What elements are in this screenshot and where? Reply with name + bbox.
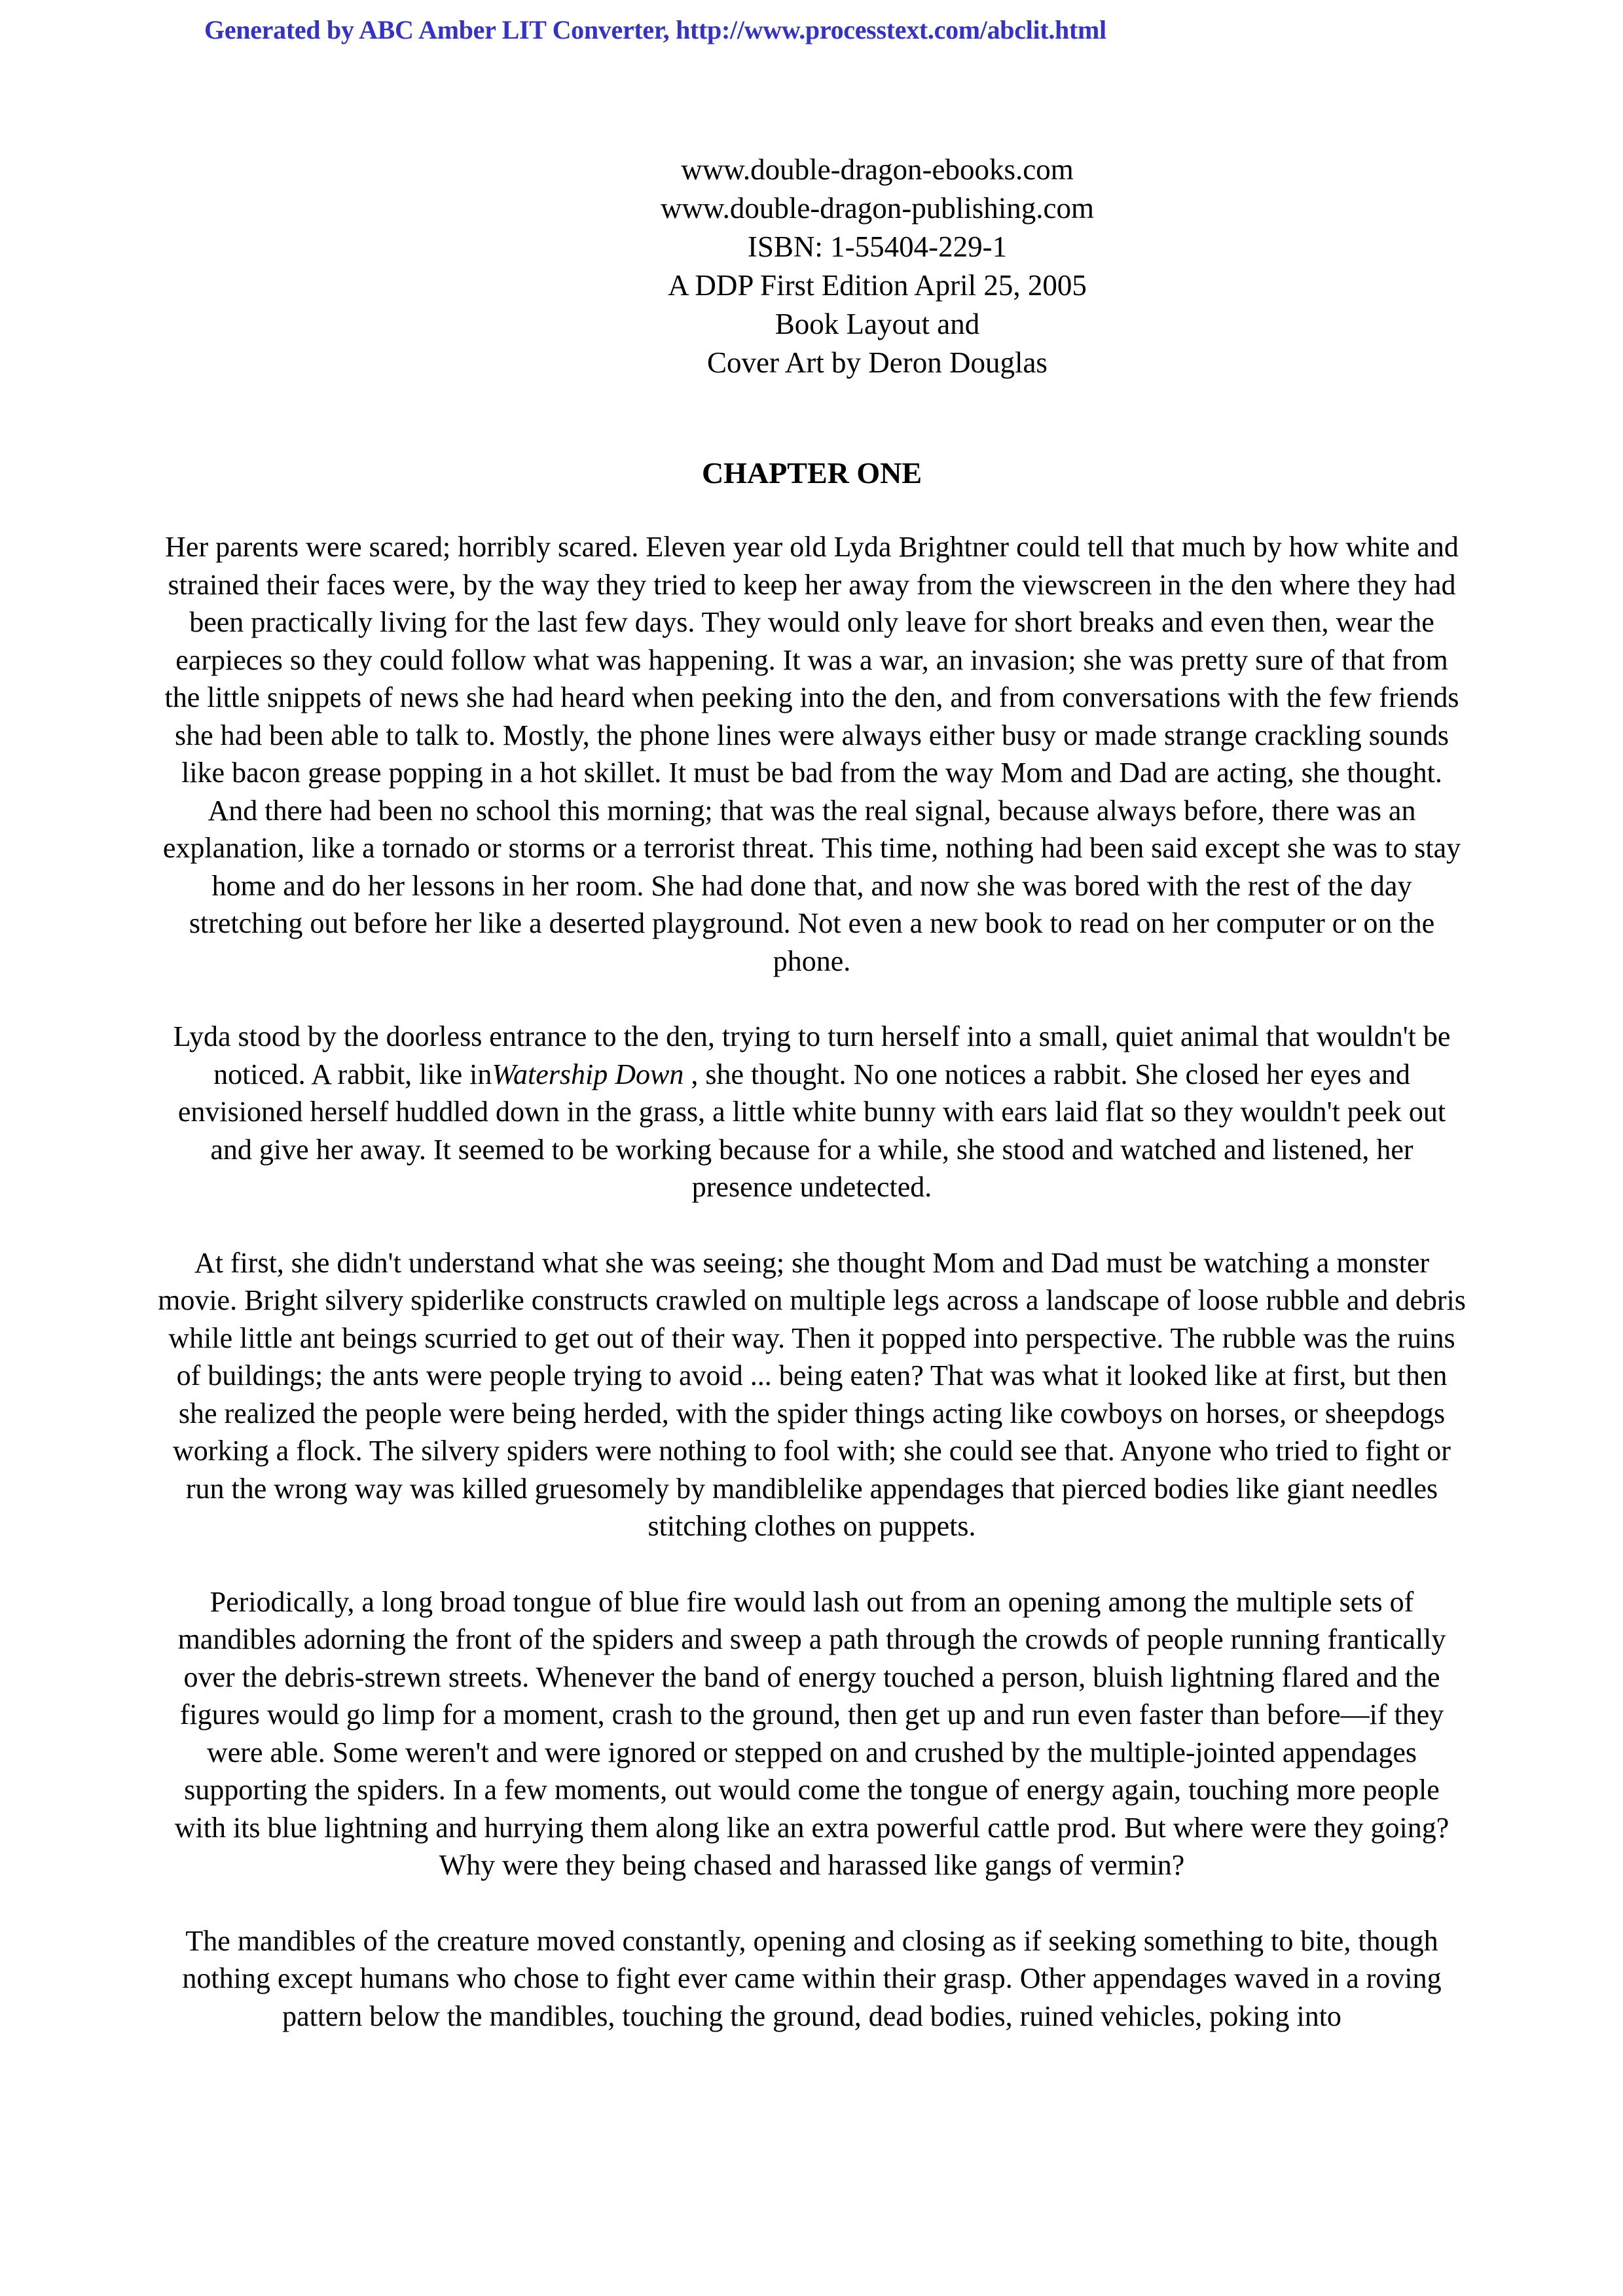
paragraph bbox=[157, 1018, 1467, 1206]
paragraph: At first, she didn't understand what she was seeing; she thought Mom and Dad must be watching a monster movie. Bright silvery spiderlike constructs crawled on multiple legs across a landscape of loose rubble and debris while little ant beings scurried to get out of their way. Then it popped into perspective. The rubble was the ruins of buildings; the ants were people trying to avoid ... being eaten? That was what it looked like at first, but then she realized the people were being herded, with the spider things acting like cowboys on horses, or sheepdogs working a flock. The silvery spiders were nothing to fool with; she could see that. Anyone who tried to fight or run the wrong way was killed gruesomely by mandiblelike appendages that pierced bodies like giant needles stitching clothes on puppets. bbox=[158, 1246, 1466, 1542]
converter-banner: Generated by ABC Amber LIT Converter, http://www.processtext.com/abclit.html bbox=[204, 15, 1106, 45]
paragraph-text-before: Lyda stood by the doorless entrance to the den, trying to turn herself into a small, quiet animal that wouldn't be noticed. A rabbit, like in bbox=[173, 1020, 1451, 1090]
paragraph-text-after: , she thought. No one notices a rabbit. She closed her eyes and envisioned herself huddled down in the grass, a little white bunny with ears laid flat so they wouldn't peek out and give her away. It seemed to be working because for a while, she stood and watched and listened, her presence undetected. bbox=[177, 1058, 1446, 1203]
chapter-title: CHAPTER ONE bbox=[701, 456, 922, 490]
front-matter bbox=[288, 151, 1467, 382]
paragraph: Periodically, a long broad tongue of blue fire would lash out from an opening among the multiple sets of mandibles adorning the front of the spiders and sweep a path through the crowds of people running frantically over the debris-strewn streets. Whenever the band of energy touched a person, bluish lightning flared and the figures would go limp for a moment, crash to the ground, then get up and run even faster than before—if they were able. Some weren't and were ignored or stepped on and crushed by the multiple-jointed appendages supporting the spiders. In a few moments, out would come the tongue of energy again, touching more people with its blue lightning and hurrying them along like an extra powerful cattle prod. But where were they going? Why were they being chased and harassed like gangs of vermin? bbox=[174, 1585, 1450, 1881]
paragraph: Her parents were scared; horribly scared. Eleven year old Lyda Brightner could tell that much by how white and strained their faces were, by the way they tried to keep her away from the viewscreen in the den where they had been practically living for the last few days. They would only leave for short breaks and even then, wear the earpieces so they could follow what was happening. It was a war, an invasion; she was pretty sure of that from the little snippets of news she had heard when peeking into the den, and from conversations with the few friends she had been able to talk to. Mostly, the phone lines were always either busy or made strange crackling sounds like bacon grease popping in a hot skillet. It must be bad from the way Mom and Dad are acting, she thought. And there had been no school this morning; that was the real signal, because always before, there was an explanation, like a tornado or storms or a terrorist threat. This time, nothing had been said except she was to stay home and do her lessons in her room. She had done that, and now she was bored with the rest of the day stretching out before her like a deserted playground. Not even a new book to read on her computer or on the phone. bbox=[162, 531, 1461, 977]
paragraph: The mandibles of the creature moved constantly, opening and closing as if seeking something to bite, though nothing except humans who chose to fight ever came within their grasp. Other appendages waved in a roving pattern below the mandibles, touching the ground, dead bodies, ruined vehicles, poking into bbox=[182, 1924, 1442, 2032]
book-title-italic: Watership Down bbox=[492, 1058, 684, 1090]
front-matter-line-ebooks-url: www.double-dragon-ebooks.com bbox=[681, 153, 1074, 186]
front-matter-line-layout: Book Layout and bbox=[775, 308, 980, 340]
document-page bbox=[157, 151, 1467, 2073]
front-matter-line-cover-art: Cover Art by Deron Douglas bbox=[707, 346, 1048, 379]
front-matter-line-publishing-url: www.double-dragon-publishing.com bbox=[661, 192, 1094, 224]
front-matter-line-isbn: ISBN: 1-55404-229-1 bbox=[747, 230, 1008, 263]
front-matter-line-edition: A DDP First Edition April 25, 2005 bbox=[668, 269, 1087, 302]
